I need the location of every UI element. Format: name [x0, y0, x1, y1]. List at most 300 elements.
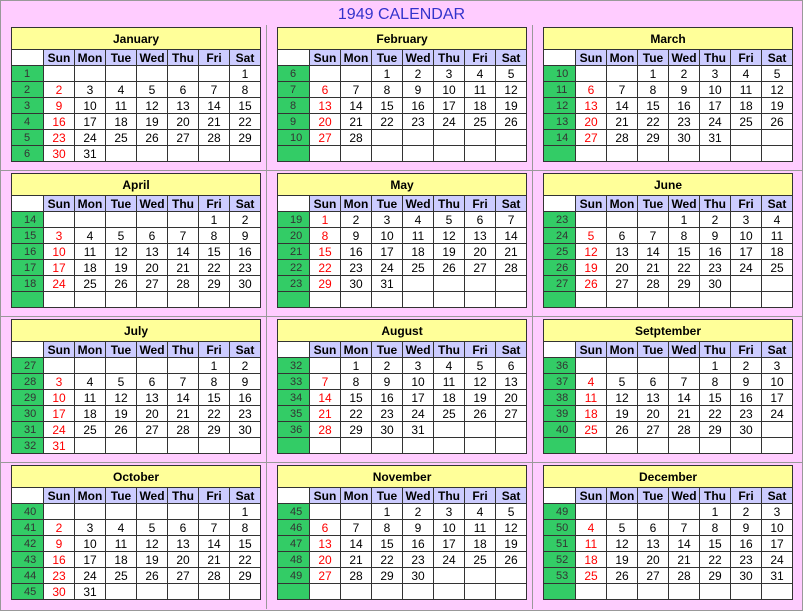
day-cell: 29 [230, 130, 261, 146]
day-header-wed: Wed [403, 196, 434, 212]
month-name: Setptember [544, 320, 793, 342]
week-row [278, 228, 527, 244]
day-cell: 31 [372, 276, 403, 292]
day-cell: 29 [310, 276, 341, 292]
week-number: 27 [544, 276, 576, 292]
day-cell: 25 [434, 406, 465, 422]
week-row [12, 390, 261, 406]
day-cell [44, 66, 75, 82]
day-cell: 14 [199, 98, 230, 114]
day-cell: 10 [762, 520, 793, 536]
day-cell: 7 [341, 520, 372, 536]
day-header-tue: Tue [372, 488, 403, 504]
day-cell: 12 [762, 82, 793, 98]
day-cell: 20 [465, 244, 496, 260]
day-cell [106, 212, 137, 228]
week-row [544, 146, 793, 162]
day-cell: 4 [434, 358, 465, 374]
week-number [278, 292, 310, 308]
day-cell: 5 [576, 228, 607, 244]
day-header-fri: Fri [465, 342, 496, 358]
week-number: 20 [278, 228, 310, 244]
week-number: 32 [278, 358, 310, 374]
day-cell: 4 [465, 504, 496, 520]
week-header-blank [278, 196, 310, 212]
day-cell [607, 504, 638, 520]
day-cell: 12 [496, 82, 527, 98]
day-cell [75, 438, 106, 454]
day-cell [106, 584, 137, 600]
day-cell: 10 [372, 228, 403, 244]
day-cell: 9 [230, 228, 261, 244]
week-number: 49 [278, 568, 310, 584]
day-cell: 23 [44, 130, 75, 146]
week-number: 48 [278, 552, 310, 568]
day-cell: 12 [106, 390, 137, 406]
day-cell: 16 [403, 98, 434, 114]
day-header-sat: Sat [230, 342, 261, 358]
day-cell [230, 292, 261, 308]
day-cell: 28 [199, 130, 230, 146]
day-cell: 15 [341, 390, 372, 406]
day-cell: 22 [199, 406, 230, 422]
day-cell: 17 [762, 390, 793, 406]
day-cell [199, 146, 230, 162]
day-cell [372, 130, 403, 146]
day-header-sat: Sat [496, 342, 527, 358]
day-cell: 26 [434, 260, 465, 276]
week-row [12, 212, 261, 228]
week-row [278, 276, 527, 292]
week-row [544, 374, 793, 390]
day-cell: 13 [137, 244, 168, 260]
day-cell: 10 [44, 390, 75, 406]
day-cell: 14 [607, 98, 638, 114]
day-cell: 13 [638, 536, 669, 552]
day-cell: 22 [310, 260, 341, 276]
day-cell: 7 [638, 228, 669, 244]
week-row [278, 244, 527, 260]
week-row [278, 130, 527, 146]
day-cell: 26 [607, 568, 638, 584]
day-cell: 11 [75, 244, 106, 260]
week-row [12, 276, 261, 292]
day-cell [137, 438, 168, 454]
day-cell: 10 [75, 98, 106, 114]
day-cell: 11 [576, 390, 607, 406]
day-cell: 9 [731, 374, 762, 390]
week-number: 45 [278, 504, 310, 520]
day-cell: 3 [434, 66, 465, 82]
day-cell: 27 [576, 130, 607, 146]
week-number: 11 [544, 82, 576, 98]
day-header-thu: Thu [700, 50, 731, 66]
day-cell [434, 146, 465, 162]
day-cell: 24 [731, 260, 762, 276]
day-cell: 27 [607, 276, 638, 292]
week-number: 39 [544, 406, 576, 422]
day-cell: 8 [372, 520, 403, 536]
day-header-mon: Mon [75, 50, 106, 66]
day-cell: 6 [496, 358, 527, 374]
week-row [12, 66, 261, 82]
day-cell: 29 [669, 276, 700, 292]
month-name: July [12, 320, 261, 342]
week-number: 19 [278, 212, 310, 228]
day-cell [168, 292, 199, 308]
day-header-tue: Tue [106, 342, 137, 358]
day-cell: 2 [372, 358, 403, 374]
week-number: 17 [12, 260, 44, 276]
month-panel-april [1, 171, 267, 317]
week-number: 18 [12, 276, 44, 292]
day-cell: 8 [341, 374, 372, 390]
day-header-wed: Wed [137, 342, 168, 358]
week-number [544, 438, 576, 454]
week-row [544, 438, 793, 454]
day-cell [75, 358, 106, 374]
day-cell: 31 [403, 422, 434, 438]
day-cell: 12 [607, 390, 638, 406]
day-cell: 26 [607, 422, 638, 438]
day-cell: 10 [762, 374, 793, 390]
day-cell: 5 [762, 66, 793, 82]
day-cell: 16 [669, 98, 700, 114]
day-cell: 16 [230, 390, 261, 406]
day-cell [700, 146, 731, 162]
week-row [278, 82, 527, 98]
day-cell: 20 [607, 260, 638, 276]
week-row [12, 584, 261, 600]
day-header-sun: Sun [44, 50, 75, 66]
day-cell: 17 [731, 244, 762, 260]
day-cell [638, 212, 669, 228]
week-row [278, 358, 527, 374]
day-header-sat: Sat [762, 196, 793, 212]
week-number: 8 [278, 98, 310, 114]
day-header-mon: Mon [75, 196, 106, 212]
day-cell: 19 [576, 260, 607, 276]
day-cell: 19 [607, 406, 638, 422]
day-cell: 1 [638, 66, 669, 82]
day-cell: 29 [700, 568, 731, 584]
day-cell: 17 [762, 536, 793, 552]
day-cell: 8 [230, 82, 261, 98]
day-cell: 2 [731, 504, 762, 520]
day-cell [496, 146, 527, 162]
day-header-fri: Fri [731, 488, 762, 504]
day-cell: 18 [75, 406, 106, 422]
day-cell [638, 438, 669, 454]
week-number: 23 [544, 212, 576, 228]
day-cell: 12 [137, 536, 168, 552]
day-cell: 16 [731, 536, 762, 552]
day-cell: 28 [168, 276, 199, 292]
day-cell [75, 66, 106, 82]
day-cell [310, 584, 341, 600]
day-cell: 12 [434, 228, 465, 244]
day-cell: 4 [576, 374, 607, 390]
week-row [544, 66, 793, 82]
week-number: 36 [544, 358, 576, 374]
day-cell: 24 [75, 568, 106, 584]
day-header-mon: Mon [341, 488, 372, 504]
day-cell: 13 [168, 536, 199, 552]
day-header-sun: Sun [310, 50, 341, 66]
day-cell: 9 [403, 82, 434, 98]
day-cell: 2 [700, 212, 731, 228]
day-cell [731, 146, 762, 162]
week-row [278, 212, 527, 228]
day-cell: 4 [106, 82, 137, 98]
week-number: 36 [278, 422, 310, 438]
week-number: 3 [12, 98, 44, 114]
day-cell: 8 [700, 520, 731, 536]
week-row [278, 406, 527, 422]
day-cell: 16 [341, 244, 372, 260]
day-cell: 9 [230, 374, 261, 390]
day-cell: 11 [106, 536, 137, 552]
month-name: December [544, 466, 793, 488]
day-cell: 26 [106, 276, 137, 292]
day-cell: 18 [465, 536, 496, 552]
day-header-sat: Sat [496, 50, 527, 66]
day-cell: 3 [731, 212, 762, 228]
day-cell: 3 [75, 520, 106, 536]
day-cell: 13 [137, 390, 168, 406]
day-cell: 6 [137, 228, 168, 244]
day-cell: 1 [341, 358, 372, 374]
day-cell: 23 [44, 568, 75, 584]
day-cell: 25 [576, 568, 607, 584]
week-row [544, 244, 793, 260]
day-cell: 12 [607, 536, 638, 552]
week-header-blank [12, 196, 44, 212]
day-cell: 7 [669, 520, 700, 536]
month-name: October [12, 466, 261, 488]
week-number: 25 [544, 244, 576, 260]
week-number: 46 [278, 520, 310, 536]
week-row [544, 114, 793, 130]
week-row [544, 260, 793, 276]
day-cell: 22 [230, 114, 261, 130]
day-cell: 19 [496, 536, 527, 552]
day-cell [576, 292, 607, 308]
week-row [12, 244, 261, 260]
day-cell: 5 [106, 228, 137, 244]
week-number [12, 292, 44, 308]
day-header-mon: Mon [607, 196, 638, 212]
day-cell [75, 212, 106, 228]
day-cell: 12 [576, 244, 607, 260]
day-cell [137, 358, 168, 374]
day-cell: 11 [762, 228, 793, 244]
week-row [544, 358, 793, 374]
day-cell: 8 [199, 228, 230, 244]
day-header-mon: Mon [607, 488, 638, 504]
day-cell: 1 [669, 212, 700, 228]
day-cell: 11 [75, 390, 106, 406]
month-name: August [278, 320, 527, 342]
day-cell [75, 292, 106, 308]
day-cell: 4 [576, 520, 607, 536]
day-cell: 19 [137, 114, 168, 130]
day-header-wed: Wed [137, 50, 168, 66]
day-cell: 20 [638, 406, 669, 422]
day-cell: 15 [700, 536, 731, 552]
month-panel-setptember [533, 317, 802, 463]
week-number: 40 [544, 422, 576, 438]
day-cell: 5 [137, 82, 168, 98]
day-cell: 22 [341, 406, 372, 422]
week-number: 26 [544, 260, 576, 276]
day-cell: 31 [75, 146, 106, 162]
day-cell: 17 [434, 536, 465, 552]
day-cell: 11 [434, 374, 465, 390]
day-cell: 14 [310, 390, 341, 406]
day-cell: 28 [310, 422, 341, 438]
day-cell: 29 [199, 276, 230, 292]
week-row [278, 552, 527, 568]
day-cell [465, 130, 496, 146]
day-header-fri: Fri [465, 50, 496, 66]
day-header-tue: Tue [106, 50, 137, 66]
day-cell: 15 [230, 98, 261, 114]
day-cell: 4 [762, 212, 793, 228]
day-cell: 10 [403, 374, 434, 390]
day-header-fri: Fri [199, 342, 230, 358]
day-cell [168, 438, 199, 454]
week-number: 4 [12, 114, 44, 130]
day-cell: 23 [230, 406, 261, 422]
week-row [12, 568, 261, 584]
day-cell: 4 [75, 374, 106, 390]
week-header-blank [278, 342, 310, 358]
day-cell: 25 [106, 130, 137, 146]
day-cell: 24 [403, 406, 434, 422]
day-cell: 24 [762, 406, 793, 422]
day-cell: 14 [168, 244, 199, 260]
day-header-tue: Tue [638, 50, 669, 66]
day-header-thu: Thu [168, 488, 199, 504]
day-cell [576, 146, 607, 162]
week-number: 23 [278, 276, 310, 292]
day-cell: 26 [137, 130, 168, 146]
day-cell: 23 [731, 406, 762, 422]
day-cell: 21 [496, 244, 527, 260]
day-cell: 19 [106, 260, 137, 276]
day-cell: 15 [310, 244, 341, 260]
day-cell: 31 [44, 438, 75, 454]
day-cell: 2 [669, 66, 700, 82]
day-header-sat: Sat [230, 50, 261, 66]
day-cell: 17 [44, 406, 75, 422]
day-cell [762, 584, 793, 600]
day-cell: 28 [669, 568, 700, 584]
week-row [12, 374, 261, 390]
day-cell [341, 438, 372, 454]
day-cell [230, 584, 261, 600]
day-cell: 22 [372, 114, 403, 130]
day-cell [638, 584, 669, 600]
day-cell: 23 [341, 260, 372, 276]
day-header-sat: Sat [762, 488, 793, 504]
day-cell: 15 [199, 244, 230, 260]
day-header-sun: Sun [576, 342, 607, 358]
day-cell: 26 [137, 568, 168, 584]
week-number: 24 [544, 228, 576, 244]
day-cell [137, 504, 168, 520]
day-cell [576, 584, 607, 600]
day-cell [168, 146, 199, 162]
day-cell [341, 146, 372, 162]
week-row [12, 130, 261, 146]
week-number: 6 [12, 146, 44, 162]
day-cell: 20 [137, 260, 168, 276]
month-grid [1, 25, 802, 609]
day-header-fri: Fri [731, 342, 762, 358]
week-row [12, 82, 261, 98]
month-table [277, 319, 527, 454]
day-cell: 6 [310, 520, 341, 536]
week-number: 50 [544, 520, 576, 536]
day-cell: 10 [434, 520, 465, 536]
day-cell: 25 [762, 260, 793, 276]
day-cell: 16 [731, 390, 762, 406]
day-cell [199, 584, 230, 600]
day-cell [638, 504, 669, 520]
day-cell: 16 [44, 552, 75, 568]
day-cell: 22 [199, 260, 230, 276]
day-cell: 9 [44, 536, 75, 552]
day-cell: 30 [731, 568, 762, 584]
week-header-blank [544, 196, 576, 212]
day-cell [731, 438, 762, 454]
week-header-blank [278, 50, 310, 66]
day-cell: 14 [638, 244, 669, 260]
day-cell [465, 276, 496, 292]
day-cell [607, 66, 638, 82]
day-cell: 2 [731, 358, 762, 374]
month-name: April [12, 174, 261, 196]
day-cell [168, 66, 199, 82]
day-cell: 31 [762, 568, 793, 584]
day-header-thu: Thu [434, 342, 465, 358]
week-row [278, 98, 527, 114]
day-cell: 13 [168, 98, 199, 114]
day-cell: 30 [731, 422, 762, 438]
day-cell: 11 [403, 228, 434, 244]
day-cell: 23 [230, 260, 261, 276]
week-row [544, 130, 793, 146]
day-cell: 27 [310, 568, 341, 584]
day-cell: 7 [168, 374, 199, 390]
day-header-fri: Fri [465, 196, 496, 212]
month-name: May [278, 174, 527, 196]
month-table [543, 319, 793, 454]
day-cell: 5 [434, 212, 465, 228]
month-panel-june [533, 171, 802, 317]
day-cell: 18 [762, 244, 793, 260]
day-cell: 11 [106, 98, 137, 114]
week-row [278, 66, 527, 82]
day-cell: 16 [44, 114, 75, 130]
day-cell [403, 130, 434, 146]
day-cell: 4 [465, 66, 496, 82]
week-row [278, 520, 527, 536]
day-header-wed: Wed [669, 488, 700, 504]
day-cell: 6 [137, 374, 168, 390]
